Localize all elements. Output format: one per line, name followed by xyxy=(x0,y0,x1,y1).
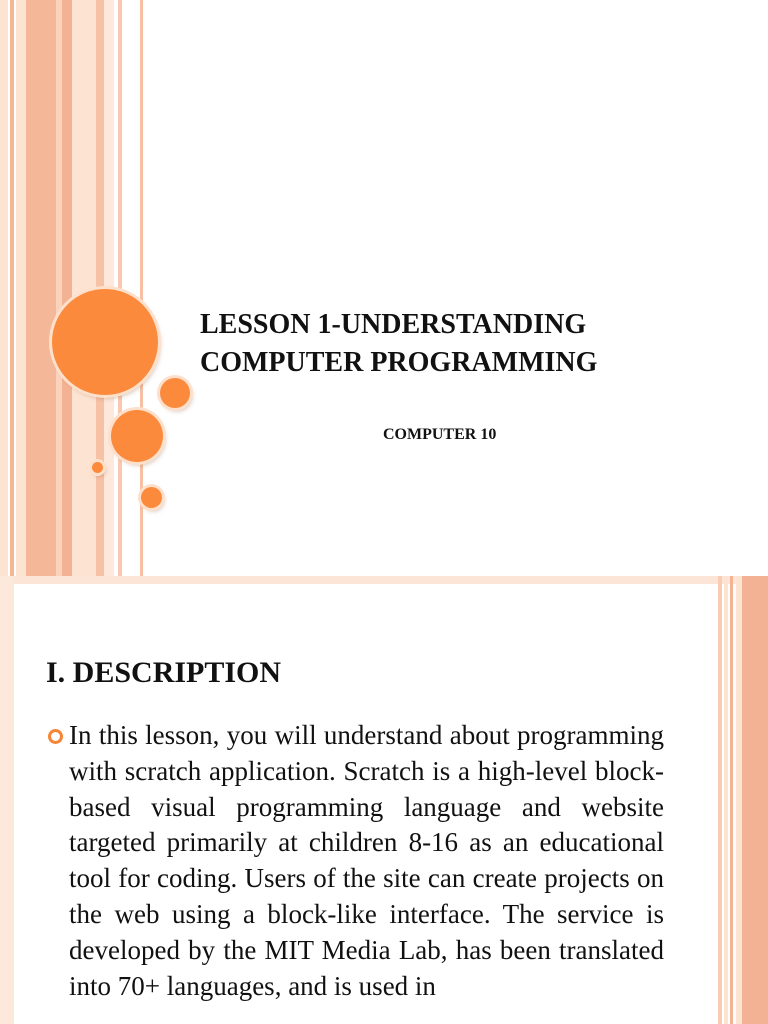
bullet-item xyxy=(44,718,664,1004)
top-border-band xyxy=(0,576,768,584)
small-decorative-circle-bottom xyxy=(141,487,162,508)
decorative-stripes-left xyxy=(0,0,150,576)
description-slide xyxy=(0,576,768,1024)
title-line-1: LESSON 1-UNDERSTANDING xyxy=(200,309,587,340)
small-decorative-circle xyxy=(160,378,190,408)
decorative-stripes-right xyxy=(718,576,768,1024)
large-decorative-circle xyxy=(52,289,158,395)
slide-title xyxy=(200,306,720,382)
title-line-2: COMPUTER PROGRAMMING xyxy=(200,347,598,378)
hollow-circle-bullet-icon xyxy=(48,729,63,744)
tiny-decorative-circle xyxy=(92,462,103,473)
section-heading: I. DESCRIPTION xyxy=(46,656,282,689)
left-border-band xyxy=(0,576,14,1024)
slide-subtitle: COMPUTER 10 xyxy=(383,426,497,443)
medium-decorative-circle xyxy=(111,410,163,462)
bullet-text: In this lesson, you will understand about programming with scratch application. Scratch is a high-level block-based visual programming language and website targeted primarily at children 8-16 as an educational tool for coding. Users of the site can create projects on the web using a block-like interface. The service is developed by the MIT Media Lab, has been translated into 70+ languages, and is used in xyxy=(69,720,664,1001)
